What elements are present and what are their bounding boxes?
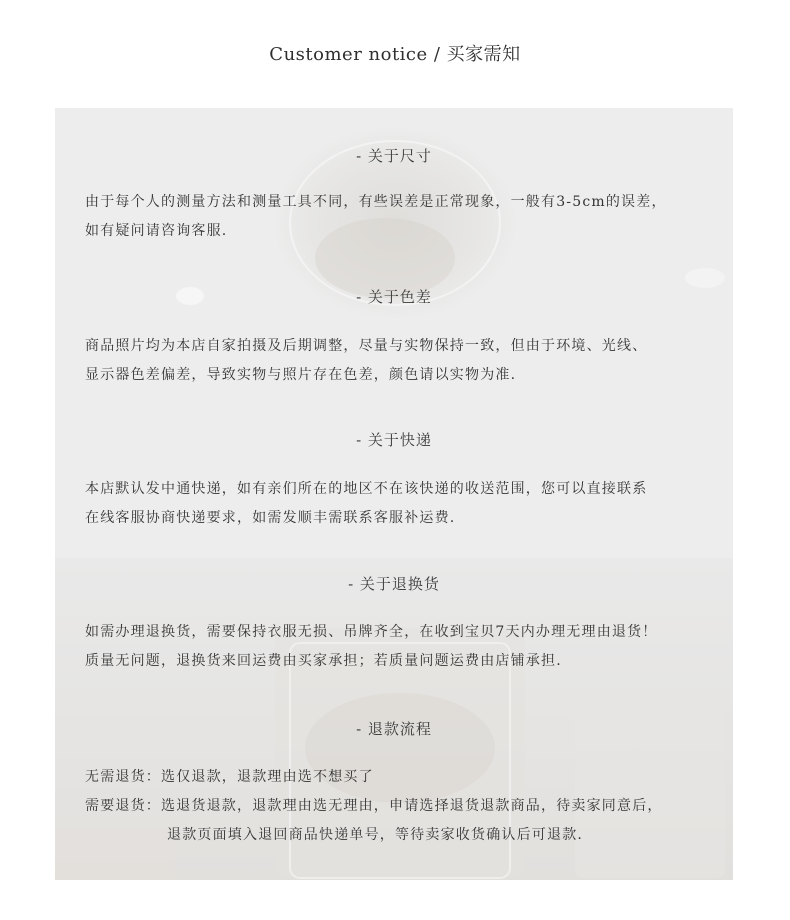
- text-line: 无需退货：选仅退款，退款理由选不想买了: [85, 769, 374, 785]
- text-line: 显示器色差偏差，导致实物与照片存在色差，颜色请以实物为准.: [85, 367, 517, 383]
- section-text-refund: [85, 763, 715, 850]
- section-text-size: [85, 188, 715, 246]
- section-title-size: - 关于尺寸: [356, 147, 432, 165]
- text-line: 质量无问题，退换货来回运费由买家承担；若质量问题运费由店铺承担.: [85, 653, 562, 669]
- text-line: 本店默认发中通快递，如有亲们所在的地区不在该快递的收送范围，您可以直接联系: [85, 481, 648, 497]
- text-line: 在线客服协商快递要求，如需发顺丰需联系客服补运费.: [85, 510, 456, 526]
- text-line: 如有疑问请咨询客服.: [85, 223, 228, 239]
- page-title: Customer notice / 买家需知: [269, 44, 521, 65]
- section-text-returns: [85, 618, 715, 676]
- text-line: 由于每个人的测量方法和测量工具不同，有些误差是正常现象，一般有3-5cm的误差，: [85, 194, 667, 210]
- section-title-shipping: - 关于快递: [356, 431, 432, 449]
- section-title-returns: - 关于退换货: [348, 575, 440, 593]
- text-line: 如需办理退换货，需要保持衣服无损、吊牌齐全，在收到宝贝7天内办理无理由退货！: [85, 624, 658, 640]
- section-text-shipping: [85, 475, 715, 533]
- notice-panel: [55, 108, 733, 880]
- section-title-refund: - 退款流程: [356, 720, 432, 738]
- section-title-color: - 关于色差: [356, 288, 432, 306]
- section-text-color: [85, 332, 715, 390]
- text-line: 需要退货：选退货退款，退款理由选无理由，申请选择退货退款商品，待卖家同意后，: [85, 798, 663, 814]
- text-line: 商品照片均为本店自家拍摄及后期调整，尽量与实物保持一致，但由于环境、光线、: [85, 338, 648, 354]
- text-line: 退款页面填入退回商品快递单号，等待卖家收货确认后可退款.: [167, 827, 584, 843]
